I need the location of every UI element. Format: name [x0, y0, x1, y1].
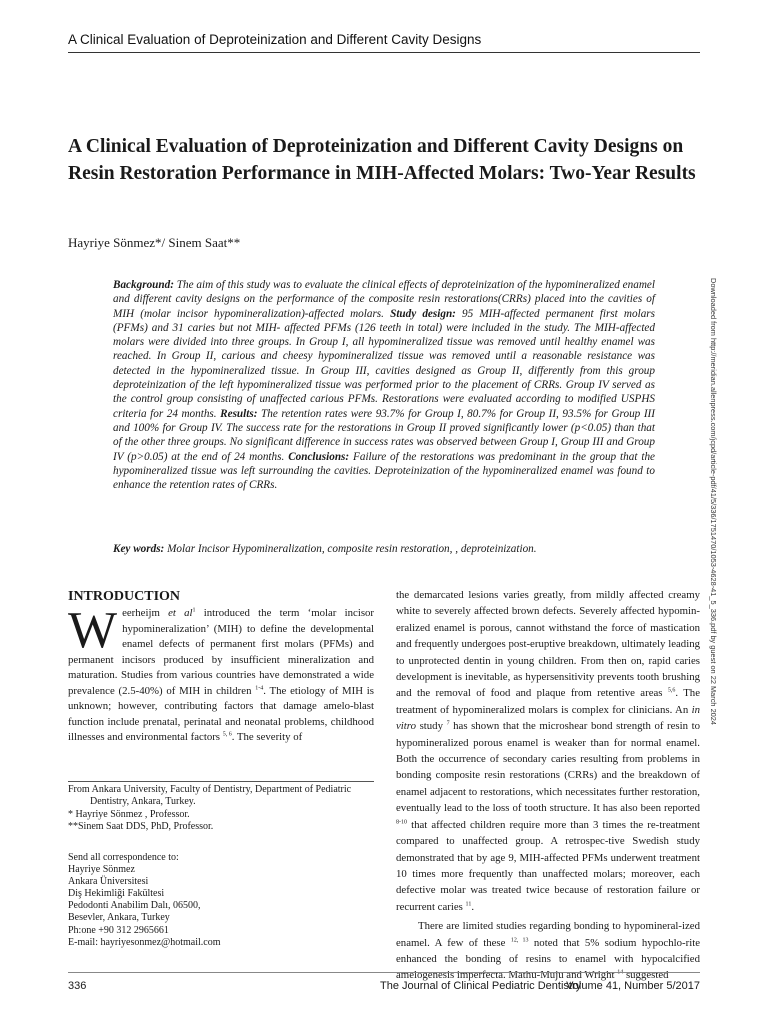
- journal-name: The Journal of Clinical Pediatric Dentistry: [380, 980, 582, 992]
- introduction-heading: INTRODUCTION: [68, 589, 181, 604]
- correspondence-line: Hayriye Sönmez: [68, 864, 135, 876]
- body-text: .: [471, 900, 475, 913]
- download-side-note: Downloaded from http://meridian.allenpress.com/jcpd/article-pdf/41/5/336/1751470/1053-4628-41_5_336.pdf by guest on 22 March 2024: [709, 278, 718, 726]
- body-text: that affected children require more than 3 times the re-treatment compared to unaffected group. A retrospec-tive Swedish study demonstrated that by age 9, MIH-affected PFMs underwent treatment 10 times more frequently than unaffected molars; moreover, each defective molar was treated twice because of restoration failure or recurrent caries: [396, 818, 700, 913]
- abstract-conclusions-label: Conclusions:: [288, 450, 350, 463]
- abstract-results-text: The retention rates were 93.7% for Group I, 80.7% for Group II, 93.5% for Group III and 100% for Group IV. The success rate for the restorations in Group II proved significantly lower (p<0.05) than that of the other three groups. No significant difference in success rates was observed between Group I, Group III and Group IV (p>0.05) at the end of 24 months.: [113, 407, 655, 463]
- running-header: A Clinical Evaluation of Deproteinization and Different Cavity Designs: [68, 32, 482, 47]
- reference-marker: 1: [192, 607, 196, 614]
- reference-marker: 11: [465, 901, 472, 908]
- body-text: suggested: [623, 969, 669, 982]
- footer-divider: [68, 972, 700, 973]
- abstract-conclusions-text: Failure of the restorations was predominant in the group that the hypomineralized tissue was left surrounding the cavities. Deproteinization of the hypomineralized enamel was found to enhance the retention rates of CRRs.: [113, 450, 656, 492]
- reference-marker: 5, 6: [222, 731, 232, 738]
- correspondence-line: Pedodonti Anabilim Dalı, 06500,: [68, 900, 201, 912]
- volume-issue: Volume 41, Number 5/2017: [566, 980, 700, 992]
- body-text: . The severity of: [231, 731, 303, 743]
- abstract-design-text: 95 MIH-affected permanent first molars (PFMs) and 31 caries but not MIH- affected PFMs (126 teeth in total) were included in the study. The MIH-affected molars were divided into three groups. In Group I, all hypomineralized tissue was removed until healthy enamel was reached. In Group II, carious and cheesy hypomineralized tissue was removed until a reasonable resistance was detected in the hypomineralized tissue. In Group III, cavities designed as Group II, differently from this group deproteinization of the left hypomineralized tissue was performed prior to the placement of CRRs. Group IV served as the control group consisting of unaffected carious PFMs. Restorations were evaluated according to modified USPHS criteria for 24 months.: [113, 307, 655, 420]
- abstract-design-label: Study design:: [390, 307, 456, 320]
- page-number: 336: [68, 980, 87, 992]
- keywords-label: Key words:: [113, 543, 165, 555]
- reference-marker: 8-10: [396, 819, 407, 826]
- paragraph: [396, 918, 700, 984]
- body-text: There are limited studies regarding bonding to hypomineral-ized enamel. A few of these: [396, 920, 700, 949]
- body-left-column: [68, 602, 375, 746]
- reference-marker: 7: [446, 720, 450, 727]
- affiliation-line: Dentistry, Ankara, Turkey.: [90, 796, 196, 808]
- correspondence-line: Send all correspondence to:: [68, 852, 179, 863]
- affiliation-line: * Hayriye Sönmez , Professor.: [68, 808, 190, 820]
- body-text: study: [416, 720, 447, 733]
- body-text: . The etiology of MIH is unknown; however, contributing factors that damage amelo-blast function include prenatal, perinatal and neonatal problems, childhood illnesses and environmental factors: [68, 684, 374, 743]
- header-divider: [68, 52, 700, 53]
- body-text: eerheijm: [122, 607, 169, 619]
- correspondence-line: Ankara Üniversitesi: [68, 876, 149, 888]
- abstract: [113, 278, 655, 492]
- body-text: has shown that the microshear bond strength of resin to hypomineralized porous enamel is weaker than for normal enamel. Both the occurrence of secondary caries resulting from problems in bonding composite resin restorations (CRRs) and the breakdown of enamel adjacent to restorations, which necessitates further restoration, eventually lead to the loss of tooth structure. It has also been reported: [396, 720, 701, 815]
- body-text: the demarcated lesions varies greatly, from mildly affected creamy white to severely affected brown defects. Severely affected hypomin-eralized enamel is porous, cannot withstand the force of mastication and frequently undergoes post-eruptive breakdown, ultimately leading to unprotected dentin in young children. From then on, rapid caries development is inevitable, as hypersensitivity prevents tooth brushing and the removal of food and plaque from retentive areas: [396, 589, 700, 700]
- footnote-divider: [68, 781, 374, 782]
- authors: Hayriye Sönmez*/ Sinem Saat**: [68, 235, 241, 250]
- keywords: [113, 543, 673, 555]
- correspondence-line: Besevler, Ankara, Turkey: [68, 912, 170, 924]
- correspondence-line: Ph:one +90 312 2965661: [68, 924, 169, 936]
- abstract-background-text: The aim of this study was to evaluate the clinical effects of deproteinization of the hypomineralized enamel and different cavity designs on the performance of the composite resin restorations(CRRs) placed into the cavities of MIH (molar incisor hypomineralization)-affected molars.: [113, 279, 655, 320]
- affiliation-line: From Ankara University, Faculty of Dentistry, Department of Pediatric: [68, 784, 352, 795]
- reference-marker: 14: [617, 969, 624, 976]
- correspondence-line: Diş Hekimliği Fakültesi: [68, 888, 165, 900]
- body-text: . The treatment of hypomineralized molars is complex for clinicians. An: [396, 687, 700, 716]
- affiliations: [68, 784, 374, 834]
- keywords-text: Molar Incisor Hypomineralization, composite resin restoration, , deproteinization.: [164, 543, 537, 555]
- correspondence-email[interactable]: E-mail: hayriyesonmez@hotmail.com: [68, 936, 221, 948]
- body-text: introduced the term ‘molar incisor hypomineralization’ (MIH) to define the developmental enamel defects of permanent first molars (PFMs) and permanent incisors produced by insufficient mineralization and maturation. Studies from various countries have demonstrated a wide prevalence (2.5-40%) of MIH in children: [68, 607, 375, 697]
- reference-marker: 1-4: [255, 684, 264, 691]
- correspondence: [68, 852, 374, 949]
- paragraph: [396, 587, 700, 915]
- body-italic: et al: [168, 607, 193, 619]
- body-right-column: [396, 587, 700, 984]
- body-text: noted that 5% sodium hypochlo-rite enhanced the bonding of resins to enamel with hypocalcified amelogenesis imperfecta. Mathu-Muju and Wright: [396, 936, 701, 982]
- abstract-background-label: Background:: [113, 279, 174, 291]
- article-title: A Clinical Evaluation of Deproteinization and Different Cavity Designs on Resin Restoration Performance in MIH-Affected Molars: Two-Year Results: [68, 136, 696, 184]
- drop-cap: W: [68, 602, 118, 659]
- affiliation-line: **Sinem Saat DDS, PhD, Professor.: [68, 821, 214, 833]
- body-italic: in vitro: [396, 703, 700, 733]
- abstract-results-label: Results:: [220, 407, 258, 420]
- reference-marker: 12, 13: [510, 936, 529, 943]
- reference-marker: 5,6: [667, 687, 676, 694]
